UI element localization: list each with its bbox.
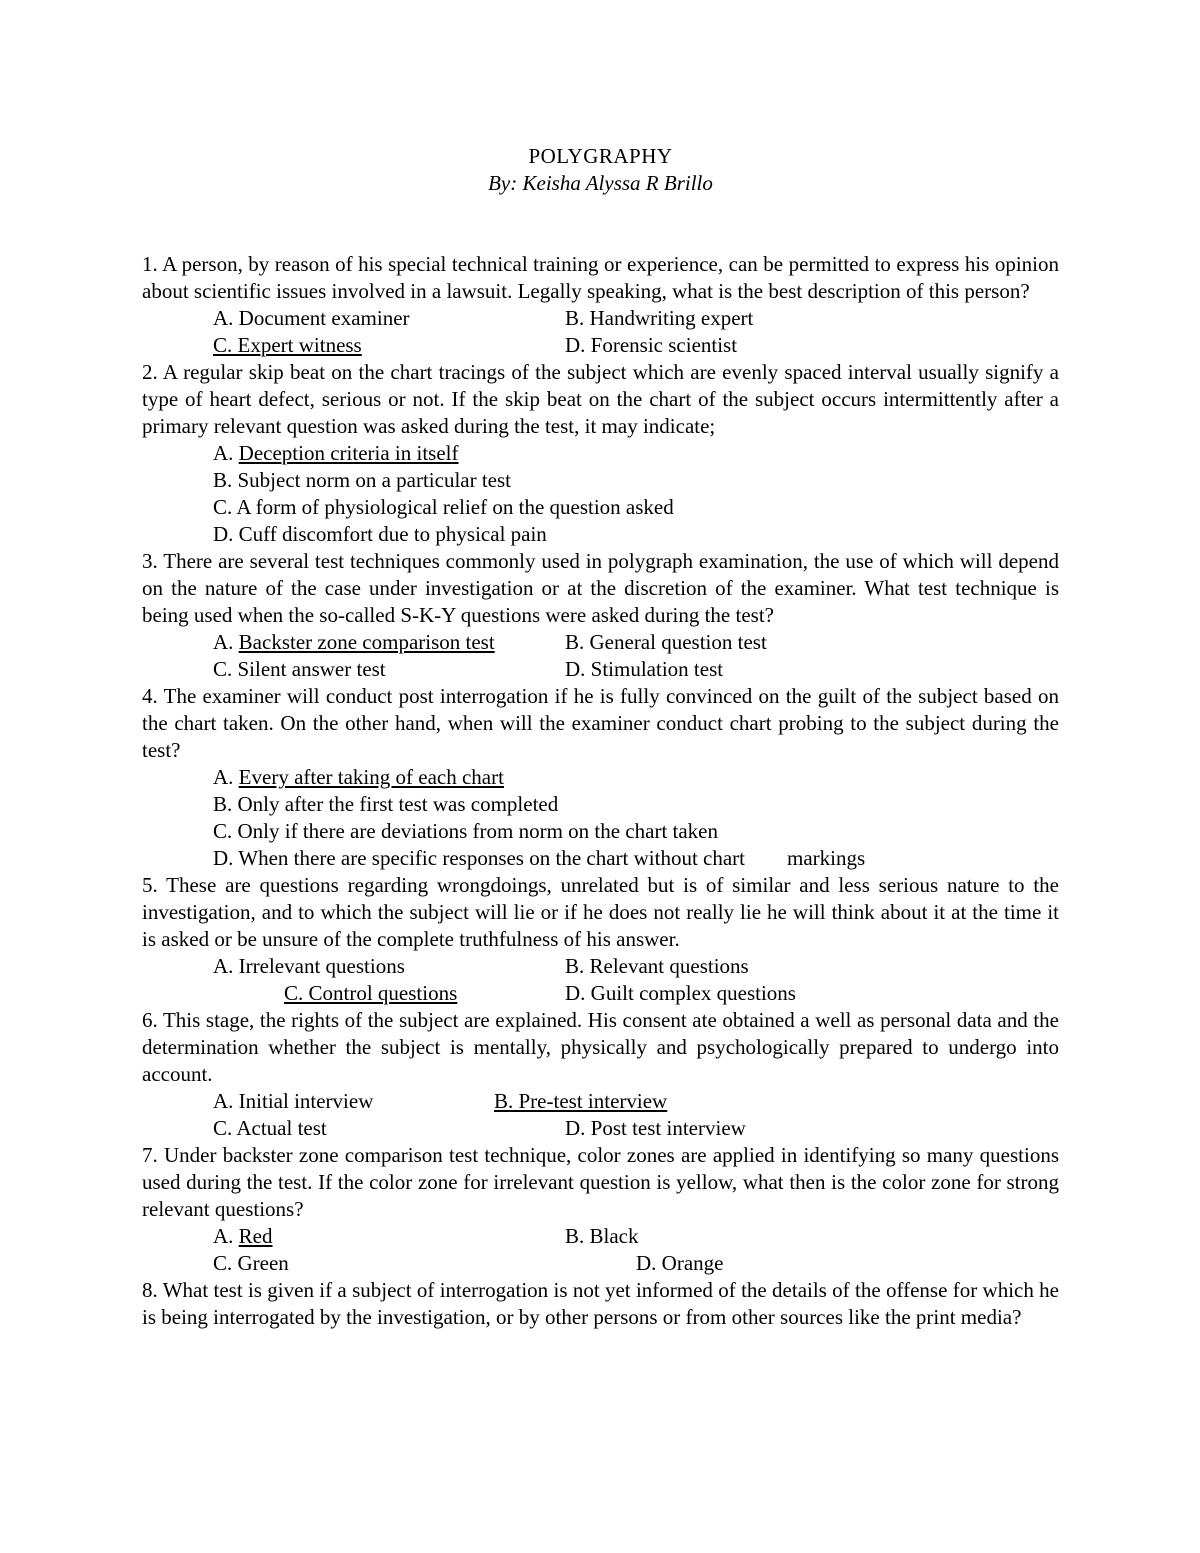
choice-c-answer: C. Control questions (284, 981, 458, 1005)
choice-row (142, 1088, 1059, 1115)
choice-c: C. Only if there are deviations from norm on the chart taken (213, 819, 719, 843)
question-8: 8. What test is given if a subject of interrogation is not yet informed of the details of the offense for which he is being interrogated by the investigation, or by other persons or from other sources like the print media? (142, 1278, 1059, 1329)
choice-a-answer: Red (238, 1224, 273, 1248)
choice-d: D. Orange (636, 1251, 724, 1275)
choice-d: D. Forensic scientist (565, 333, 738, 357)
author-line: By: Keisha Alyssa R Brillo (488, 171, 713, 195)
choice-a-answer: Deception criteria in itself (238, 441, 459, 465)
choice-b: B. Only after the first test was completed (213, 792, 559, 816)
choice-a: A. Initial interview (213, 1089, 374, 1113)
choice-a (213, 629, 495, 656)
choice-a-answer: Every after taking of each chart (238, 765, 504, 789)
choice-row (142, 1223, 1059, 1250)
choice-c: C. Silent answer test (213, 657, 386, 681)
choice-b: B. Subject norm on a particular test (213, 468, 512, 492)
choice-row (142, 953, 1059, 980)
choice-b: B. Black (565, 1224, 639, 1248)
choice-a (213, 1223, 273, 1250)
document-page (142, 143, 1059, 1331)
choice-a (142, 764, 1059, 791)
question-6: 6. This stage, the rights of the subject are explained. His consent ate obtained a well as personal data and the determination whether the subject is mentally, physically and psychologically prepared to undergo into account. (142, 1008, 1059, 1086)
choice-d: D. Cuff discomfort due to physical pain (213, 522, 547, 546)
question-1: 1. A person, by reason of his special technical training or experience, can be permitted to express his opinion about scientific issues involved in a lawsuit. Legally speaking, what is the best description of this person? (142, 252, 1059, 303)
choice-prefix: A. (213, 765, 239, 789)
choice-prefix: A. (213, 630, 239, 654)
choice-b: B. General question test (565, 630, 767, 654)
choice-c: C. Green (213, 1251, 289, 1275)
choice-prefix: A. (213, 441, 239, 465)
choice-a: A. Irrelevant questions (213, 954, 405, 978)
question-3: 3. There are several test techniques commonly used in polygraph examination, the use of which will depend on the nature of the case under investigation or at the discretion of the examiner. What test technique is being used when the so-called S-K-Y questions were asked during the test? (142, 549, 1059, 627)
choice-row (142, 1250, 1059, 1277)
choice-a (142, 440, 1059, 467)
choice-b: B. Handwriting expert (565, 306, 754, 330)
choice-d: D. Guilt complex questions (565, 981, 796, 1005)
page-title: POLYGRAPHY (528, 144, 673, 168)
choice-prefix: A. (213, 1224, 239, 1248)
choice-row (142, 629, 1059, 656)
question-7: 7. Under backster zone comparison test technique, color zones are applied in identifying so many questions used during the test. If the color zone for irrelevant question is yellow, what then is the color zone for strong relevant questions? (142, 1143, 1059, 1221)
choice-a-answer: Backster zone comparison test (238, 630, 495, 654)
choice-row (142, 332, 1059, 359)
choice-a: A. Document examiner (213, 306, 410, 330)
question-2: 2. A regular skip beat on the chart tracings of the subject which are evenly spaced interval usually signify a type of heart defect, serious or not. If the skip beat on the chart of the subject occurs intermittently after a primary relevant question was asked during the test, it may indicate; (142, 360, 1059, 438)
choice-c-answer: C. Expert witness (213, 333, 362, 357)
choice-c: C. A form of physiological relief on the question asked (213, 495, 674, 519)
choice-b-answer: B. Pre-test interview (494, 1089, 668, 1113)
choice-d: D. Stimulation test (565, 657, 724, 681)
choice-row (142, 656, 1059, 683)
choice-c: C. Actual test (213, 1116, 327, 1140)
spacer (142, 197, 1059, 251)
choice-d: D. Post test interview (565, 1116, 746, 1140)
question-4: 4. The examiner will conduct post interrogation if he is fully convinced on the guilt of the subject based on the chart taken. On the other hand, when will the examiner conduct chart probing to the subject during the test? (142, 684, 1059, 762)
choice-row (142, 1115, 1059, 1142)
question-5: 5. These are questions regarding wrongdoings, unrelated but is of similar and less serious nature to the investigation, and to which the subject will lie or if he does not really lie he will think about it at the time it is asked or be unsure of the complete truthfulness of his answer. (142, 873, 1059, 951)
choice-b: B. Relevant questions (565, 954, 749, 978)
choice-row (142, 980, 1059, 1007)
choice-row (142, 305, 1059, 332)
choice-d: D. When there are specific responses on the chart without chart markings (213, 846, 866, 870)
